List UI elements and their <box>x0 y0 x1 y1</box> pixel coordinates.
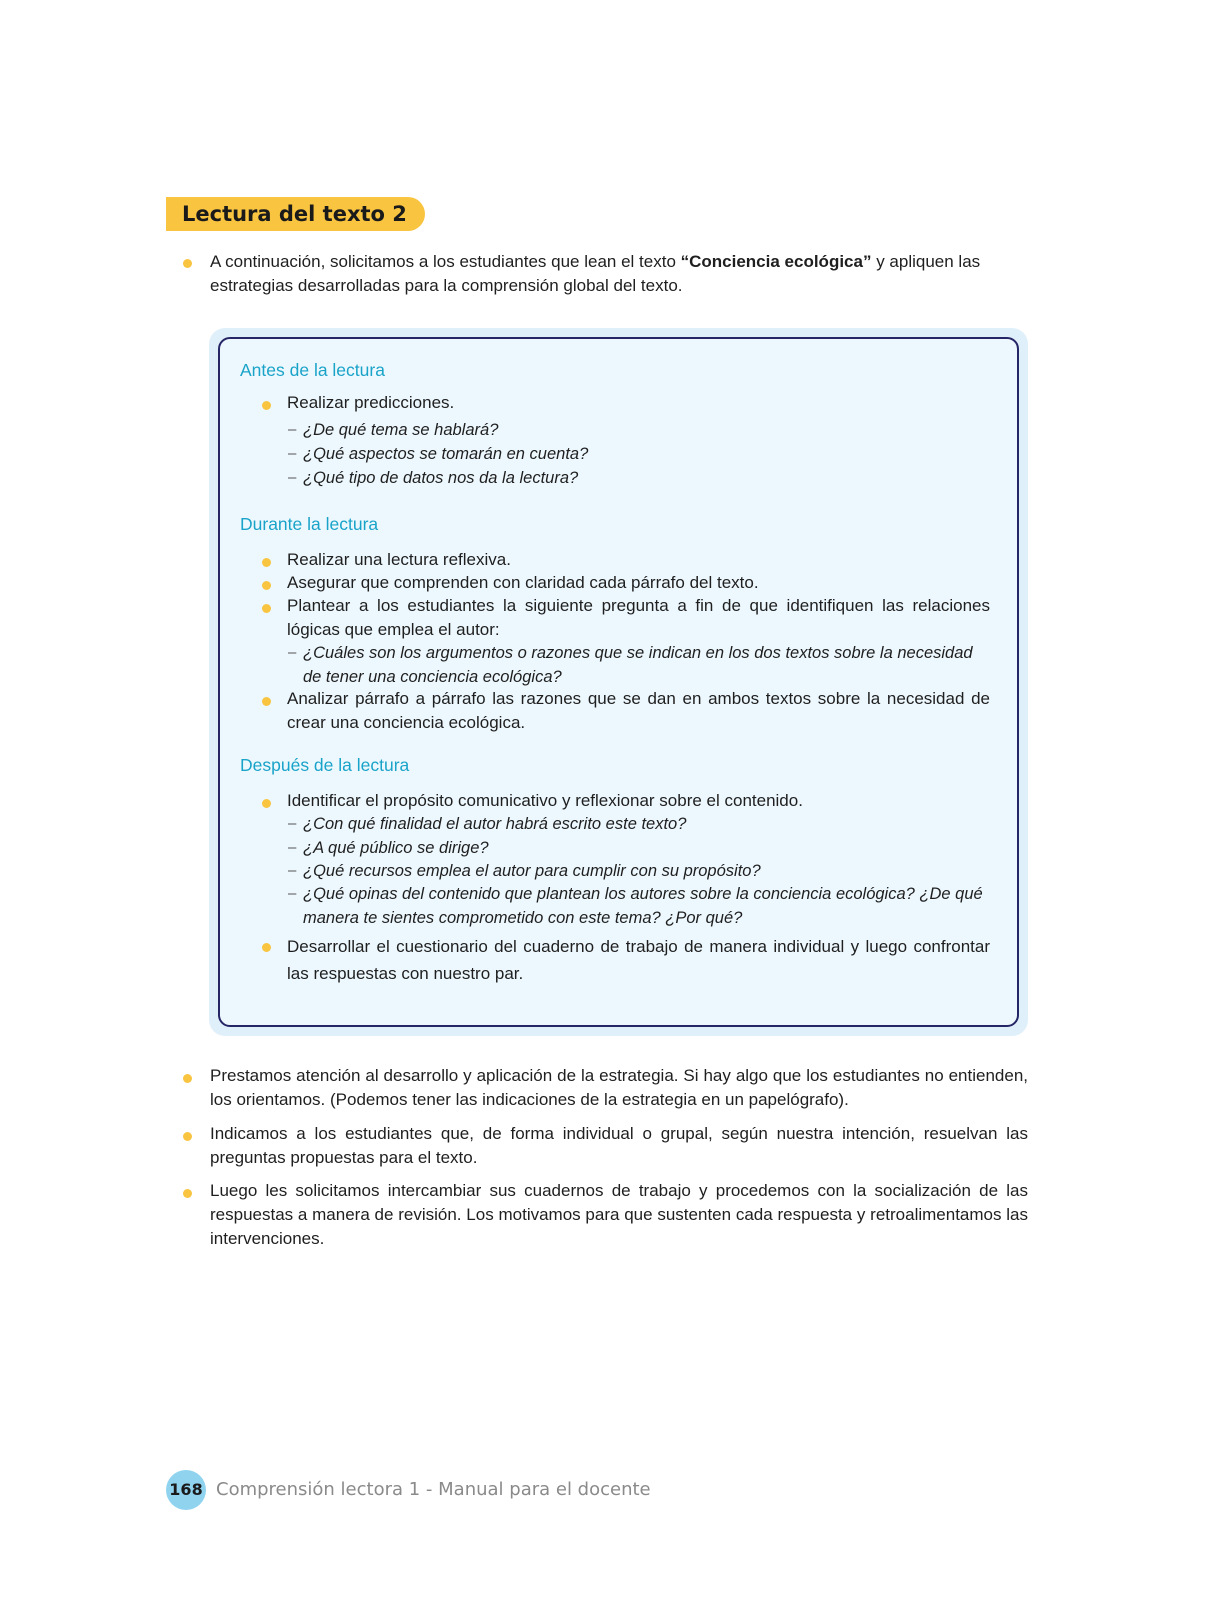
antes-question: ¿Qué tipo de datos nos da la lectura? <box>303 469 579 487</box>
despues-question: ¿A qué público se dirige? <box>303 839 489 857</box>
durante-item: Analizar párrafo a párrafo las razones que se dan en ambos textos sobre la necesidad de crear una conciencia ecológica. <box>287 689 990 732</box>
despues-item: Desarrollar el cuestionario del cuaderno de trabajo de manera individual y luego confrontar las respuestas con nuestro par. <box>287 937 990 983</box>
dash-marker: – <box>288 421 297 438</box>
dash-marker: – <box>288 469 297 486</box>
despues-question: ¿Con qué finalidad el autor habrá escrito este texto? <box>303 815 687 833</box>
dash-marker: – <box>288 644 297 661</box>
bullet-dot <box>262 401 271 410</box>
bullet-dot <box>183 259 192 268</box>
bullet-dot <box>262 799 271 808</box>
bullet-dot <box>262 604 271 613</box>
intro-text-after: y apliquen las estrategias desarrolladas para la comprensión global del texto. <box>210 252 981 295</box>
after-bullet: Indicamos a los estudiantes que, de forma individual o grupal, según nuestra intención, resuelvan las preguntas propuestas para el texto. <box>210 1124 1028 1167</box>
despues-item: Identificar el propósito comunicativo y reflexionar sobre el contenido. <box>287 791 803 810</box>
despues-question: ¿Qué recursos emplea el autor para cumplir con su propósito? <box>303 862 761 880</box>
intro-paragraph <box>210 250 1028 298</box>
section-title: Lectura del texto 2 <box>166 197 425 231</box>
bullet-dot <box>183 1074 192 1083</box>
bullet-dot <box>262 697 271 706</box>
bullet-dot <box>262 943 271 952</box>
dash-marker: – <box>288 445 297 462</box>
despues-question: ¿Qué opinas del contenido que plantean los autores sobre la conciencia ecológica? ¿De qué manera te sientes comprometido con este tema? ¿Por qué? <box>303 885 983 927</box>
page-number: 168 <box>166 1470 206 1510</box>
antes-question: ¿De qué tema se hablará? <box>303 421 499 439</box>
footer-title: Comprensión lectora 1 - Manual para el docente <box>216 1479 651 1500</box>
dash-marker: – <box>288 815 297 832</box>
bullet-dot <box>262 558 271 567</box>
heading-antes: Antes de la lectura <box>240 360 385 380</box>
durante-item: Plantear a los estudiantes la siguiente pregunta a fin de que identifiquen las relaciones lógicas que emplea el autor: <box>287 596 990 639</box>
after-bullet: Prestamos atención al desarrollo y aplicación de la estrategia. Si hay algo que los estudiantes no entienden, los orientamos. (Podemos tener las indicaciones de la estrategia en un papelógrafo). <box>210 1066 1028 1109</box>
antes-item: Realizar predicciones. <box>287 393 455 412</box>
durante-question: ¿Cuáles son los argumentos o razones que se indican en los dos textos sobre la necesidad de tener una conciencia ecológica? <box>303 644 973 686</box>
bullet-dot <box>183 1189 192 1198</box>
intro-text-title: “Conciencia ecológica” <box>680 252 872 271</box>
heading-despues: Después de la lectura <box>240 755 410 775</box>
heading-durante: Durante la lectura <box>240 514 379 534</box>
dash-marker: – <box>288 862 297 879</box>
bullet-dot <box>262 581 271 590</box>
durante-item: Asegurar que comprenden con claridad cada párrafo del texto. <box>287 573 759 592</box>
durante-item: Realizar una lectura reflexiva. <box>287 550 511 569</box>
after-bullet: Luego les solicitamos intercambiar sus cuadernos de trabajo y procedemos con la socialización de las respuestas a manera de revisión. Los motivamos para que sustenten cada respuesta y retroalimentamos las intervenciones. <box>210 1181 1028 1248</box>
bullet-dot <box>183 1132 192 1141</box>
dash-marker: – <box>288 885 297 902</box>
dash-marker: – <box>288 839 297 856</box>
antes-question: ¿Qué aspectos se tomarán en cuenta? <box>303 445 589 463</box>
intro-text-before: A continuación, solicitamos a los estudiantes que lean el texto <box>210 252 681 271</box>
